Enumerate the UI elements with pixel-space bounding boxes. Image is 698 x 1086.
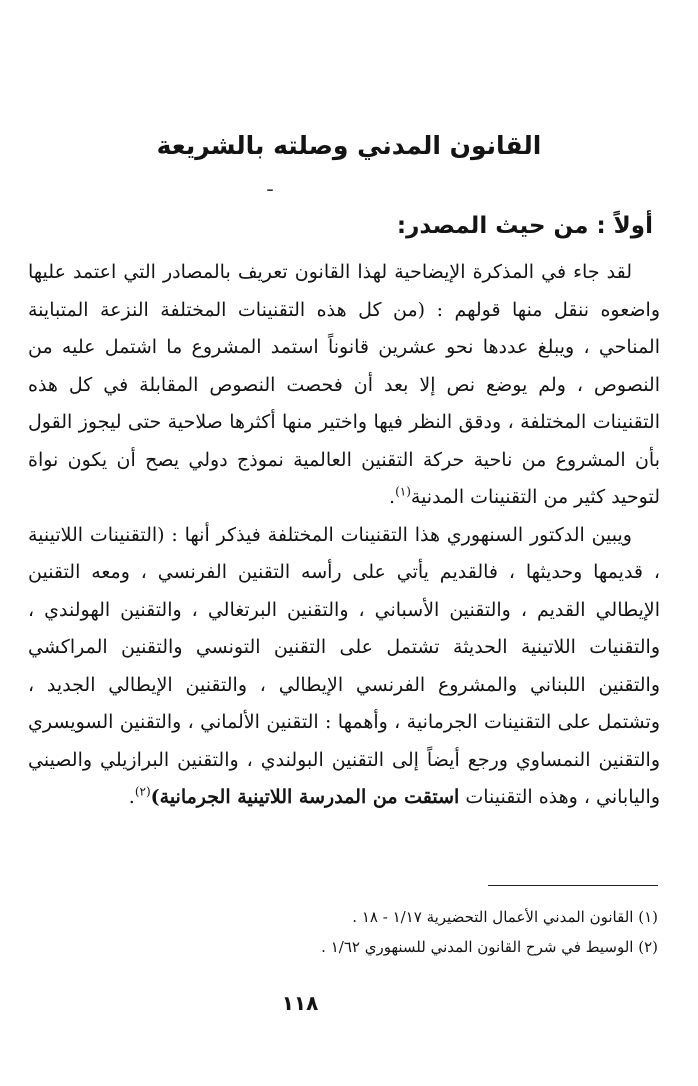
paragraph-sources bbox=[28, 254, 660, 517]
paragraph-text: لقد جاء في المذكرة الإيضاحية لهذا القانون تعريف بالمصادر التي اعتمد عليها واضعوه ننقل منها قولهم : (من كل هذه التقنينات المختلفة النزعة المتباينة المناحي ، ويبلغ عددها نحو عشرين قانوناً استمد المشروع ما اشتمل عليه من النصوص ، ولم يوضع نص إلا بعد أن فحصت النصوص المقابلة في كل هذه التقنينات المختلفة ، ودقق النظر فيها واختير منها أكثرها صلاحية حتى ليجوز القول بأن المشروع من ناحية حركة التقنين العالمية نموذج دولي يصح أن يكون نواة لتوحيد كثير من التقنينات المدنية bbox=[28, 261, 660, 508]
paragraph-text: ويبين الدكتور السنهوري هذا التقنينات المختلفة فيذكر أنها : (التقنينات اللاتينية ، قديمها وحديثها ، فالقديم يأتي على رأسه التقنين الفرنسي ، ومعه التقنين الإيطالي القديم ، والتقنين الأسباني ، والتقنين البرتغالي ، والتقنين الهولندي ، والتقنيات اللاتينية الحديثة تشتمل على التقنين التونسي والتقنين المراكشي والتقنين اللبناني والمشروع الفرنسي الإيطالي ، والتقنين الإيطالي الجديد ، وتشتمل على التقنينات الجرمانية ، وأهمها : التقنين الألماني ، والتقنين السويسري والتقنين النمساوي ورجع أيضاً إلى التقنين البولندي ، والتقنين البرازيلي والصيني والياباني ، وهذه التقنينات bbox=[28, 523, 660, 808]
paragraph-end-mark: . bbox=[389, 486, 396, 508]
footnote-item: (٢) الوسيط في شرح القانون المدني للسنهوري ١/٦٢ . bbox=[321, 938, 658, 956]
title-ornament: ـ bbox=[267, 175, 273, 196]
footnotes bbox=[40, 902, 658, 962]
paragraph-bold-text: استقت من المدرسة اللاتينية الجرمانية) bbox=[150, 786, 460, 808]
body-text bbox=[28, 254, 660, 817]
page-title: القانون المدني وصلته بالشريعة bbox=[156, 131, 542, 160]
footnote-item: (١) القانون المدني الأعمال التحضيرية ١/١٧ - ١٨ . bbox=[352, 908, 658, 926]
section-heading: أولاً : من حيث المصدر: bbox=[396, 213, 653, 239]
footnote-divider bbox=[488, 885, 658, 886]
page-number: ١١٨ bbox=[281, 991, 319, 1015]
paragraph-end-mark: . bbox=[128, 786, 135, 808]
paragraph-codes bbox=[28, 517, 660, 817]
footnote-reference: (١) bbox=[395, 484, 411, 499]
footnote-reference: (٢) bbox=[134, 784, 151, 799]
